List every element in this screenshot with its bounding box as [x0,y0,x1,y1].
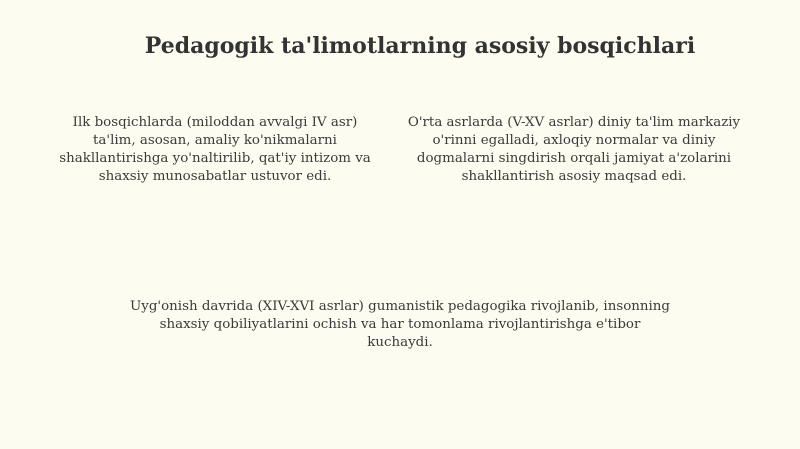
paragraph-early-stages: Ilk bosqichlarda (miloddan avvalgi IV asr) ta'lim, asosan, amaliy ko'nikmalarni shakllantirishga yo'naltirilib, qat'iy intizom va shaxsiy munosabatlar ustuvor edi. [59,115,371,184]
slide-title: Pedagogik ta'limotlarning asosiy bosqichlari [144,33,696,59]
paragraph-middle-ages: O'rta asrlarda (V-XV asrlar) diniy ta'lim markaziy o'rinni egalladi, axloqiy normalar va diniy dogmalarni singdirish orqali jamiyat a'zolarini shakllantirish asosiy maqsad edi. [407,115,741,184]
paragraph-renaissance: Uyg'onish davrida (XIV-XVI asrlar) gumanistik pedagogika rivojlanib, insonning shaxsiy qobiliyatlarini ochish va har tomonlama rivojlantirishga e'tibor kuchaydi. [130,299,670,350]
